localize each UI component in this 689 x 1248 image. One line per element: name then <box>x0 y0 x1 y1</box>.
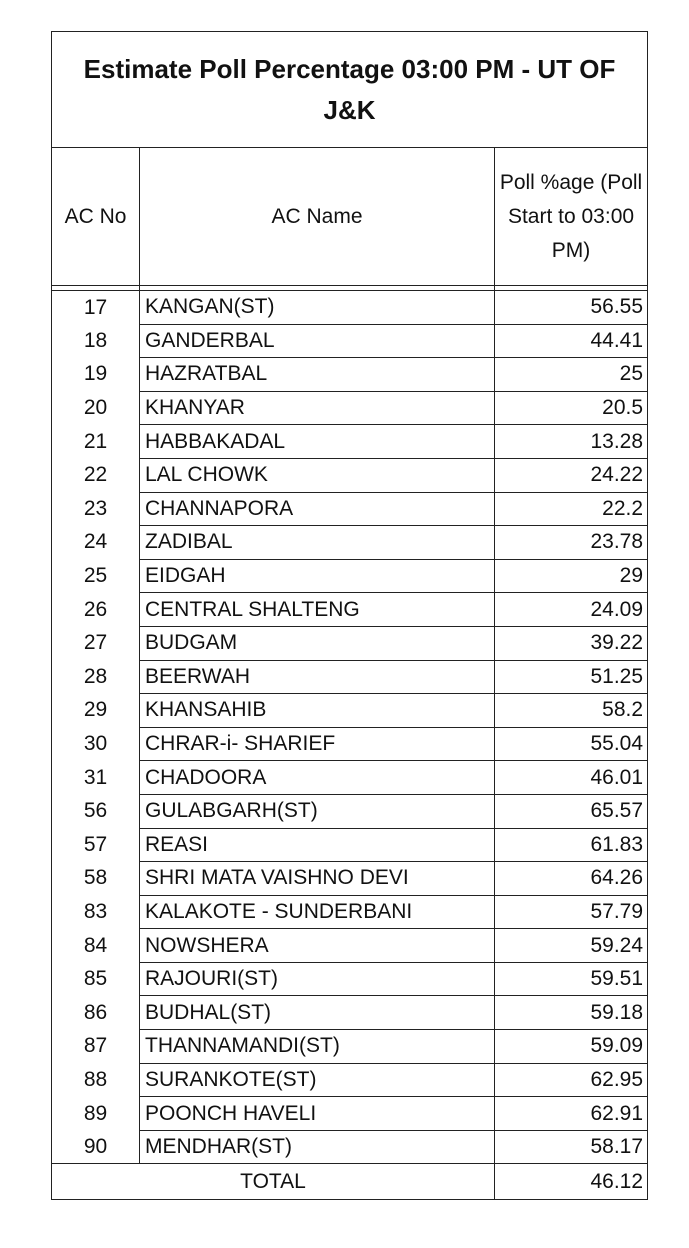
poll-percentage-cell: 58.2 <box>495 694 648 728</box>
ac-no-cell: 20 <box>52 391 140 425</box>
ac-name-cell: REASI <box>140 828 495 862</box>
column-header-ac-no: AC No <box>52 148 140 286</box>
table-row <box>52 862 648 896</box>
poll-percentage-cell: 59.18 <box>495 996 648 1030</box>
ac-no-cell: 23 <box>52 492 140 526</box>
poll-percentage-cell: 56.55 <box>495 291 648 325</box>
ac-name-cell: BEERWAH <box>140 660 495 694</box>
poll-percentage-cell: 51.25 <box>495 660 648 694</box>
ac-name-cell: EIDGAH <box>140 559 495 593</box>
table-row <box>52 1030 648 1064</box>
poll-percentage-cell: 61.83 <box>495 828 648 862</box>
poll-percentage-table <box>51 31 648 1200</box>
column-header-poll-percentage: Poll %age (Poll Start to 03:00 PM) <box>495 148 648 286</box>
ac-name-cell: RAJOURI(ST) <box>140 962 495 996</box>
ac-no-cell: 90 <box>52 1130 140 1164</box>
ac-name-cell: CENTRAL SHALTENG <box>140 593 495 627</box>
ac-name-cell: POONCH HAVELI <box>140 1097 495 1131</box>
table-row <box>52 828 648 862</box>
poll-percentage-cell: 59.51 <box>495 962 648 996</box>
poll-percentage-cell: 57.79 <box>495 895 648 929</box>
ac-name-cell: SHRI MATA VAISHNO DEVI <box>140 862 495 896</box>
ac-name-cell: KANGAN(ST) <box>140 291 495 325</box>
table-row <box>52 660 648 694</box>
ac-no-cell: 84 <box>52 929 140 963</box>
table-row <box>52 929 648 963</box>
table-row <box>52 727 648 761</box>
table-row <box>52 593 648 627</box>
ac-no-cell: 22 <box>52 458 140 492</box>
ac-name-cell: BUDGAM <box>140 626 495 660</box>
table-row <box>52 694 648 728</box>
ac-no-cell: 88 <box>52 1063 140 1097</box>
ac-no-cell: 58 <box>52 862 140 896</box>
poll-percentage-cell: 24.22 <box>495 458 648 492</box>
column-header-ac-name: AC Name <box>140 148 495 286</box>
table-row <box>52 324 648 358</box>
ac-no-cell: 21 <box>52 425 140 459</box>
ac-no-cell: 19 <box>52 358 140 392</box>
ac-no-cell: 29 <box>52 694 140 728</box>
ac-no-cell: 83 <box>52 895 140 929</box>
ac-no-cell: 26 <box>52 593 140 627</box>
poll-percentage-cell: 13.28 <box>495 425 648 459</box>
table-body <box>52 32 648 1200</box>
ac-no-cell: 18 <box>52 324 140 358</box>
ac-no-cell: 57 <box>52 828 140 862</box>
table-row <box>52 962 648 996</box>
table-row <box>52 1130 648 1164</box>
ac-no-cell: 85 <box>52 962 140 996</box>
poll-percentage-cell: 24.09 <box>495 593 648 627</box>
total-label: TOTAL <box>52 1164 495 1200</box>
poll-percentage-cell: 59.24 <box>495 929 648 963</box>
poll-percentage-cell: 20.5 <box>495 391 648 425</box>
table-row <box>52 559 648 593</box>
ac-name-cell: HABBAKADAL <box>140 425 495 459</box>
ac-no-cell: 56 <box>52 794 140 828</box>
ac-no-cell: 31 <box>52 761 140 795</box>
ac-name-cell: KALAKOTE - SUNDERBANI <box>140 895 495 929</box>
ac-name-cell: GANDERBAL <box>140 324 495 358</box>
table-row <box>52 291 648 325</box>
table-row <box>52 794 648 828</box>
poll-percentage-cell: 62.91 <box>495 1097 648 1131</box>
poll-percentage-cell: 59.09 <box>495 1030 648 1064</box>
table-row <box>52 458 648 492</box>
total-poll-percentage: 46.12 <box>495 1164 648 1200</box>
ac-no-cell: 30 <box>52 727 140 761</box>
ac-name-cell: SURANKOTE(ST) <box>140 1063 495 1097</box>
ac-name-cell: LAL CHOWK <box>140 458 495 492</box>
ac-name-cell: MENDHAR(ST) <box>140 1130 495 1164</box>
ac-name-cell: ZADIBAL <box>140 526 495 560</box>
ac-name-cell: GULABGARH(ST) <box>140 794 495 828</box>
table-row <box>52 1063 648 1097</box>
table-row <box>52 492 648 526</box>
poll-percentage-cell: 25 <box>495 358 648 392</box>
table-row <box>52 626 648 660</box>
header-row <box>52 148 648 286</box>
poll-percentage-cell: 39.22 <box>495 626 648 660</box>
table-row <box>52 996 648 1030</box>
ac-no-cell: 87 <box>52 1030 140 1064</box>
ac-name-cell: CHADOORA <box>140 761 495 795</box>
poll-percentage-cell: 46.01 <box>495 761 648 795</box>
poll-percentage-cell: 58.17 <box>495 1130 648 1164</box>
table-row <box>52 1097 648 1131</box>
ac-name-cell: KHANSAHIB <box>140 694 495 728</box>
poll-percentage-cell: 22.2 <box>495 492 648 526</box>
ac-no-cell: 27 <box>52 626 140 660</box>
table-row <box>52 425 648 459</box>
ac-no-cell: 86 <box>52 996 140 1030</box>
poll-percentage-cell: 55.04 <box>495 727 648 761</box>
ac-name-cell: KHANYAR <box>140 391 495 425</box>
ac-name-cell: NOWSHERA <box>140 929 495 963</box>
table-row <box>52 895 648 929</box>
ac-no-cell: 25 <box>52 559 140 593</box>
table-row <box>52 761 648 795</box>
poll-percentage-cell: 62.95 <box>495 1063 648 1097</box>
ac-no-cell: 17 <box>52 291 140 325</box>
ac-no-cell: 89 <box>52 1097 140 1131</box>
table-title: Estimate Poll Percentage 03:00 PM - UT OF J&K <box>52 32 648 148</box>
ac-no-cell: 28 <box>52 660 140 694</box>
ac-no-cell: 24 <box>52 526 140 560</box>
poll-percentage-cell: 64.26 <box>495 862 648 896</box>
table-row <box>52 526 648 560</box>
ac-name-cell: CHRAR-i- SHARIEF <box>140 727 495 761</box>
table-row <box>52 391 648 425</box>
ac-name-cell: BUDHAL(ST) <box>140 996 495 1030</box>
total-row <box>52 1164 648 1200</box>
poll-percentage-cell: 65.57 <box>495 794 648 828</box>
ac-name-cell: CHANNAPORA <box>140 492 495 526</box>
table-row <box>52 358 648 392</box>
title-row <box>52 32 648 148</box>
ac-name-cell: THANNAMANDI(ST) <box>140 1030 495 1064</box>
poll-percentage-cell: 29 <box>495 559 648 593</box>
ac-name-cell: HAZRATBAL <box>140 358 495 392</box>
poll-percentage-cell: 44.41 <box>495 324 648 358</box>
poll-percentage-cell: 23.78 <box>495 526 648 560</box>
